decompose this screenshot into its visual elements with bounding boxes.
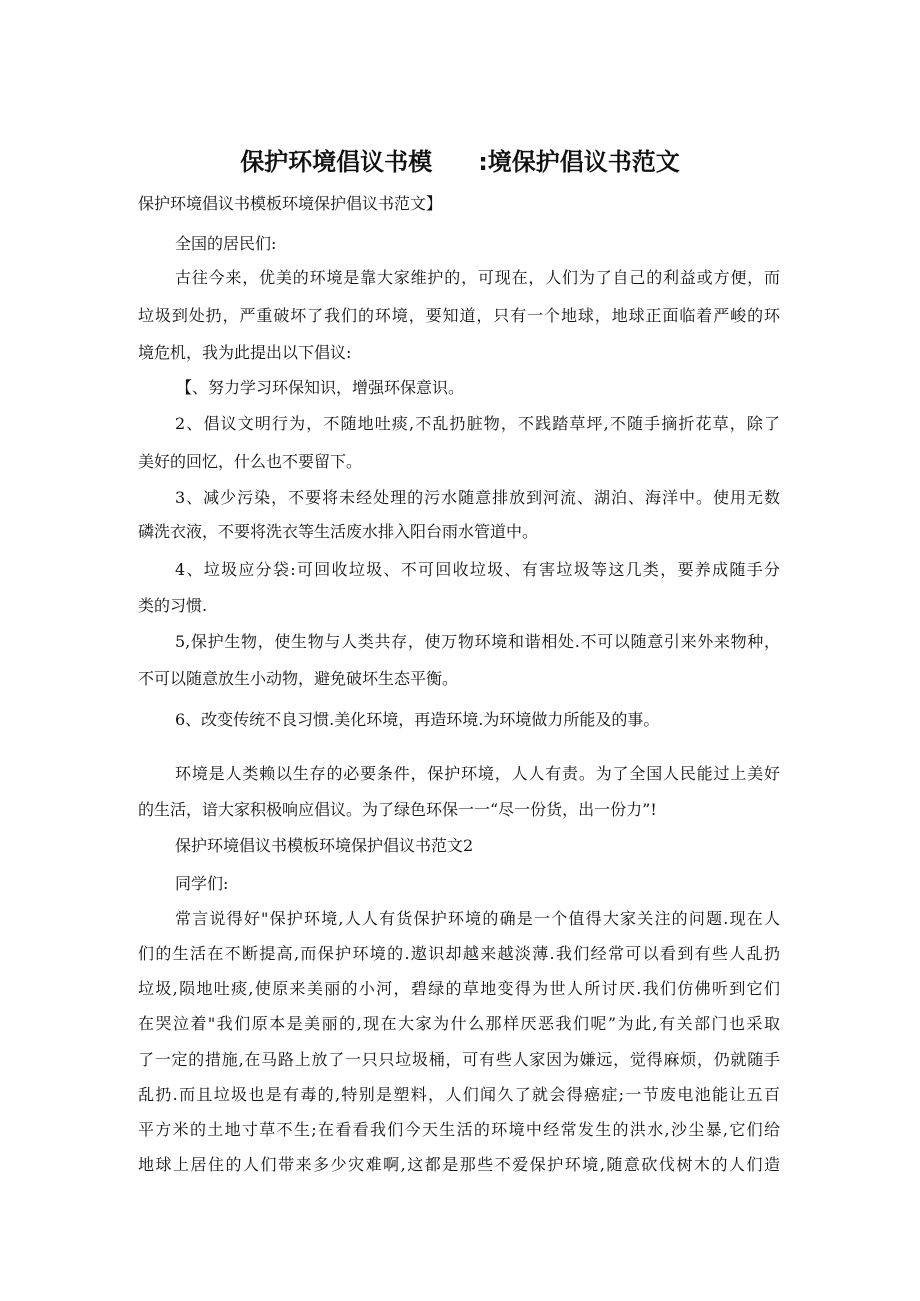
list-item: 5,保护生物，使生物与人类共存，使万物环境和谐相处.不可以随意引来外来物种， (175, 632, 780, 651)
paragraph-line: 垃圾,陨地吐痰,使原来美丽的小河，碧绿的草地变得为世人所讨厌.我们仿佛听到它们 (138, 979, 780, 998)
paragraph-line: 垃圾到处扔，严重破坏了我们的环境，要知道，只有一个地球，地球正面临着严峻的环 (138, 306, 780, 325)
salutation: 全国的居民们: (175, 234, 277, 253)
list-item: 【、努力学习环保知识，增强环保意识。 (176, 378, 465, 397)
paragraph-line: 乱扔.而且垃圾也是有毒的,特别是塑料，人们闻久了就会得癌症;一节废电池能让五百 (138, 1085, 780, 1104)
paragraph-line: 们的生活在不断提高,而保护环境的.遨识却越来越淡薄.我们经常可以看到有些人乱扔 (138, 944, 780, 963)
title-part-2: :境保护倡议书范文 (478, 148, 680, 176)
paragraph-line: 古往今来，优美的环境是靠大家维护的，可现在，人们为了自己的利益或方便，而 (175, 268, 780, 287)
subtitle: 保护环境倡议书模板环境保护倡议书范文】 (138, 194, 443, 213)
list-item: 4、垃圾应分袋:可回收垃圾、不可回收垃圾、有害垃圾等这几类，要养成随手分 (175, 560, 780, 579)
paragraph-line: 环境是人类赖以生存的必要条件，保护环境，人人有责。为了全国人民能过上美好 (175, 764, 780, 783)
list-item-continuation: 美好的回忆，什么也不要留下。 (138, 452, 363, 471)
list-item-continuation: 磷洗衣液，不要将洗衣等生活废水排入阳台雨水管道中。 (138, 522, 539, 541)
paragraph-line: 境危机，我为此提出以下倡议: (138, 343, 352, 362)
paragraph-line: 地球上居住的人们带来多少灾难啊,这都是那些不爱保护环境,随意砍伐树木的人们造 (138, 1155, 780, 1174)
document-title (0, 142, 920, 177)
list-item: 2、倡议文明行为，不随地吐痰,不乱扔脏物，不践踏草坪,不随手摘折花草，除了 (175, 414, 780, 433)
paragraph-line: 在哭泣着"我们原本是美丽的,现在大家为什么那样厌恶我们呢”为此,有关部门也采取 (138, 1014, 780, 1033)
list-item: 3、减少污染，不要将未经处理的污水随意排放到河流、湖泊、海洋中。使用无数 (175, 488, 780, 507)
paragraph-line: 平方米的土地寸草不生;在看看我们今天生活的环境中经常发生的洪水,沙尘暴,它们给 (138, 1120, 780, 1139)
subtitle-2: 保护环境倡议书模板环境保护倡议书范文2 (175, 836, 474, 855)
paragraph-line: 了一定的措施,在马路上放了一只只垃圾桶，可有些人家因为嫌远，觉得麻烦，仍就随手 (138, 1050, 780, 1069)
list-item-continuation: 不可以随意放生小动物，避免破坏生态平衡。 (138, 669, 459, 688)
list-item-continuation: 类的习惯. (138, 596, 208, 615)
title-part-1: 保护环境倡议书模 (240, 148, 433, 176)
salutation-2: 同学们: (175, 874, 229, 893)
paragraph-line: 常言说得好"保护环境,人人有货保护环境的确是一个值得大家关注的问题.现在人 (175, 909, 780, 928)
list-item: 6、改变传统不良习惯.美化环境，再造环境.为环境做力所能及的事。 (175, 710, 660, 729)
paragraph-line: 的生活，谙大家积极响应倡议。为了绿色环保一一“尽一份货，出一份力”! (138, 800, 657, 819)
